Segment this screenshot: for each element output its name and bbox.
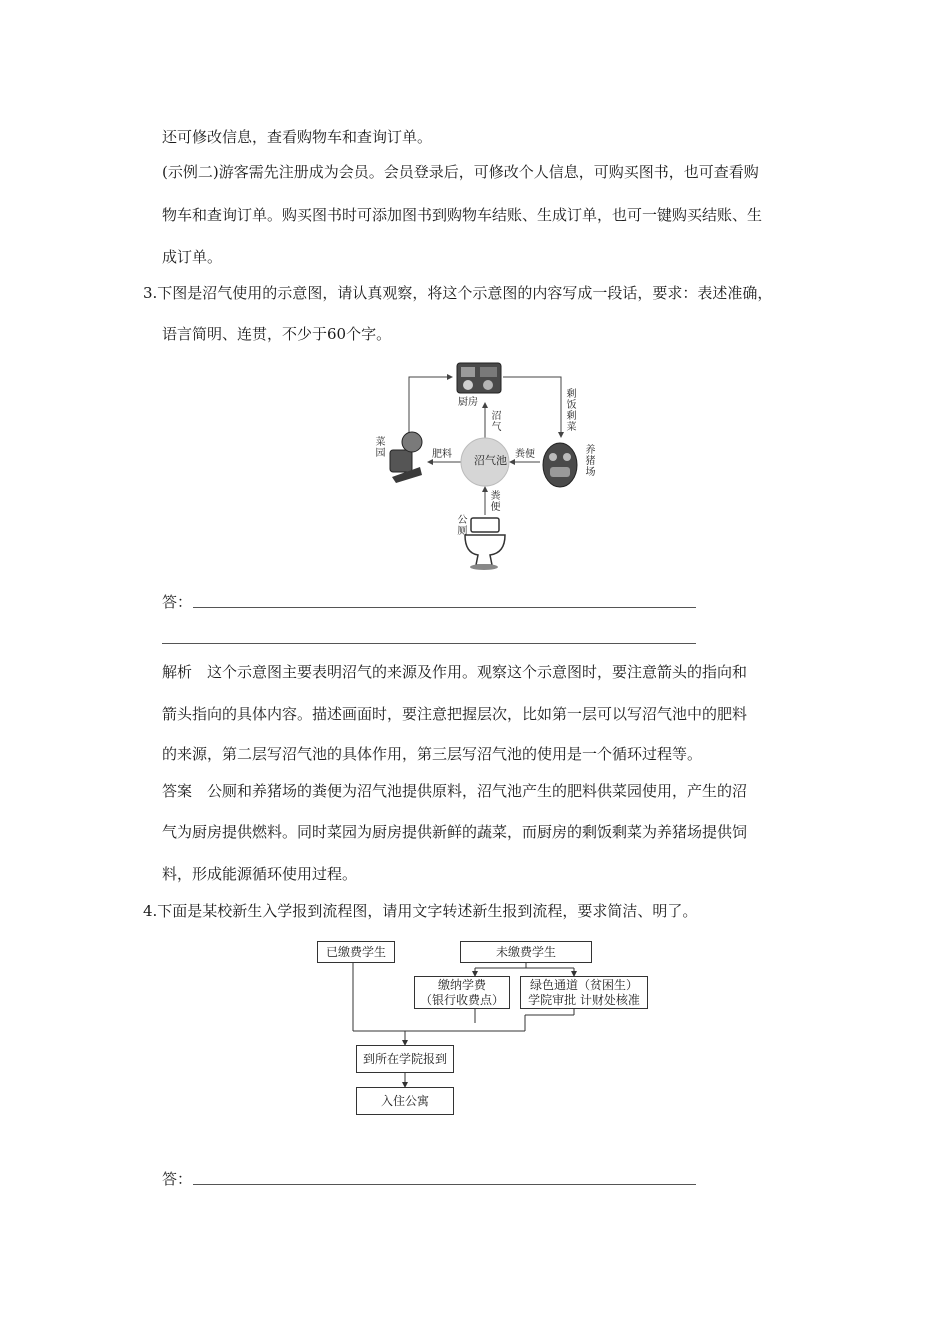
question-3: 3.下图是沼气使用的示意图，请认真观察，将这个示意图的内容写成一段话，要求：表述准确， xyxy=(143,284,773,302)
text-line: (示例二)游客需先注册成为会员。会员登录后，可修改个人信息，可购买图书，也可查看购 xyxy=(162,163,759,181)
text-line: 成订单。 xyxy=(162,248,223,266)
pay-tuition-box xyxy=(414,976,510,1009)
answer-blank-line[interactable] xyxy=(162,643,696,644)
manure-right-arrow-label: 粪便 xyxy=(515,449,535,460)
bank-payment-label: （银行收费点） xyxy=(419,992,504,1007)
gas-arrow-label: 沼气 xyxy=(491,411,502,433)
enrollment-flowchart xyxy=(300,935,660,1125)
approval-label: 学院审批 计财处核准 xyxy=(528,992,640,1007)
pig-farm-label: 养猪场 xyxy=(585,445,596,478)
flowchart-lines xyxy=(300,935,660,1125)
unpaid-students-box xyxy=(460,941,592,963)
kitchen-label: 厨房 xyxy=(458,397,478,408)
analysis-text: 解析 这个示意图主要表明沼气的来源及作用。观察这个示意图时，要注意箭头的指向和 xyxy=(162,663,748,681)
leftovers-arrow-label: 剩饭剩菜 xyxy=(566,389,577,433)
answer-text: 气为厨房提供燃料。同时菜园为厨房提供新鲜的蔬菜，而厨房的剩饭剩菜为养猪场提供饲 xyxy=(162,823,748,841)
pig-farm-picture xyxy=(543,443,577,487)
green-channel-label: 绿色通道（贫困生） xyxy=(529,977,638,992)
text-line: 语言简明、连贯，不少于60个字。 xyxy=(162,325,392,343)
answer-blank-line[interactable] xyxy=(193,607,696,608)
text-line: 物车和查询订单。购买图书时可添加图书到购物车结账、生成订单，也可一键购买结账、生 xyxy=(162,206,763,224)
garden-label: 菜园 xyxy=(375,437,386,459)
fertilizer-arrow-label: 肥料 xyxy=(432,449,452,460)
paid-students-label: 已缴费学生 xyxy=(325,944,386,959)
answer-label: 答： xyxy=(162,1170,193,1188)
text-line: 还可修改信息，查看购物车和查询订单。 xyxy=(162,128,433,146)
question-4: 4.下面是某校新生入学报到流程图，请用文字转述新生报到流程，要求简洁、明了。 xyxy=(143,902,698,920)
kitchen-picture xyxy=(457,363,501,393)
paid-students-box xyxy=(317,941,395,963)
pay-tuition-label: 缴纳学费 xyxy=(437,977,486,992)
toilet-picture xyxy=(465,518,505,570)
green-channel-box xyxy=(520,976,648,1009)
manure-bottom-arrow-label: 粪便 xyxy=(490,491,501,513)
answer-text: 答案 公厕和养猪场的粪便为沼气池提供原料，沼气池产生的肥料供菜园使用，产生的沼 xyxy=(162,782,748,800)
report-college-box xyxy=(356,1045,454,1073)
analysis-text: 箭头指向的具体内容。描述画面时，要注意把握层次，比如第一层可以写沼气池中的肥料 xyxy=(162,705,748,723)
arrow-kitchen-to-pigfarm xyxy=(503,377,561,437)
garden-picture xyxy=(390,432,422,483)
answer-blank-line[interactable] xyxy=(193,1184,696,1185)
answer-label: 答： xyxy=(162,593,193,611)
toilet-label: 公厕 xyxy=(457,515,468,537)
answer-text: 料，形成能源循环使用过程。 xyxy=(162,865,358,883)
report-college-label: 到所在学院报到 xyxy=(362,1051,447,1066)
biogas-diagram xyxy=(360,355,620,570)
biogas-pool-label: 沼气池 xyxy=(474,454,507,467)
move-dorm-label: 入住公寓 xyxy=(380,1093,429,1108)
analysis-text: 的来源，第二层写沼气池的具体作用，第三层写沼气池的使用是一个循环过程等。 xyxy=(162,745,703,763)
unpaid-students-label: 未缴费学生 xyxy=(495,944,556,959)
move-dorm-box xyxy=(356,1087,454,1115)
